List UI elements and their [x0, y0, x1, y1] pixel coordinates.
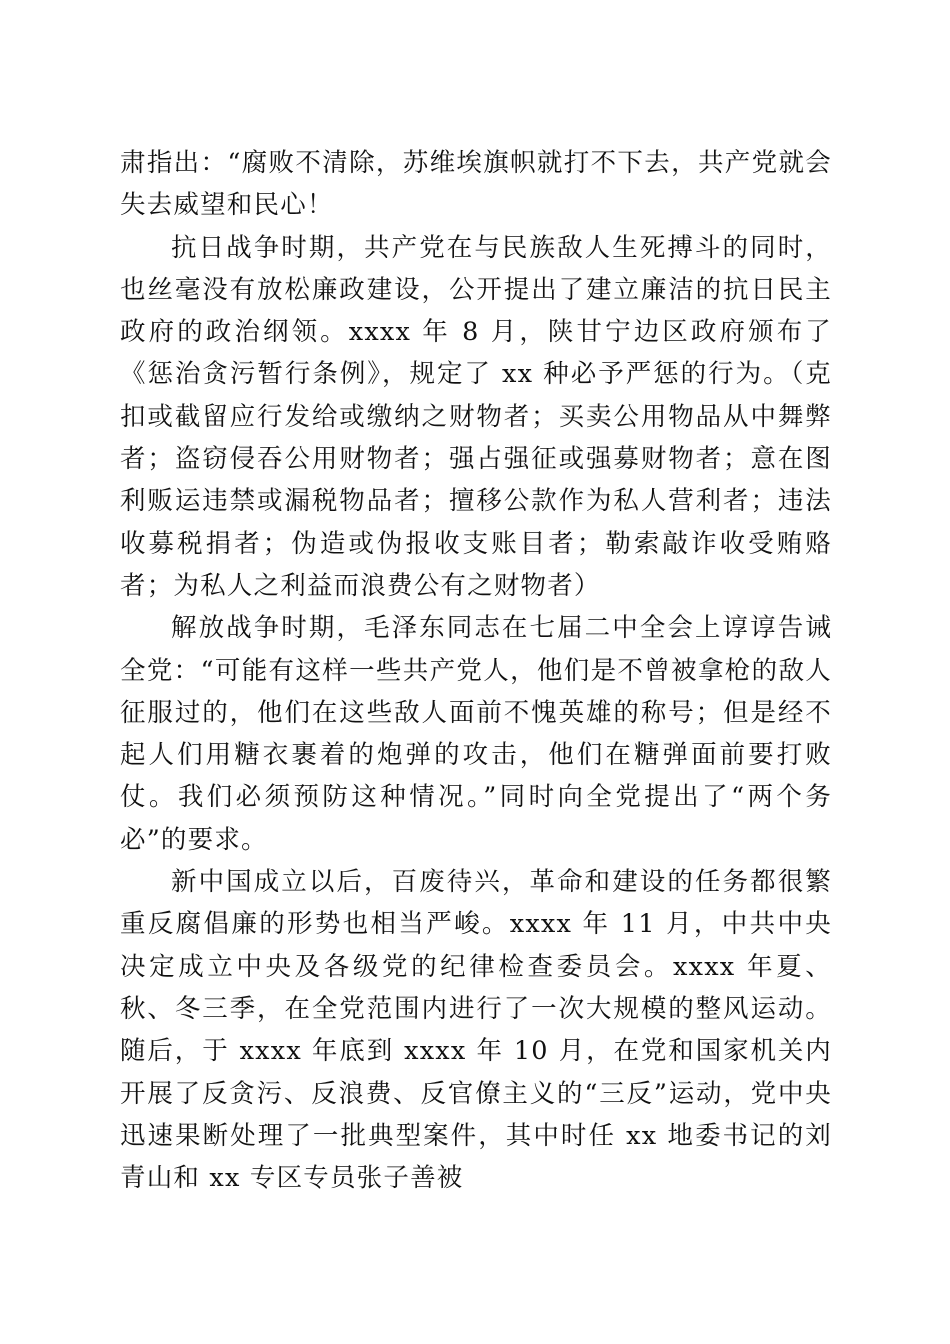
paragraph-continuation: 肃指出：“腐败不清除，苏维埃旗帜就打不下去，共产党就会失去威望和民心！ [120, 148, 832, 221]
paragraph-new-china: 新中国成立以后，百废待兴，革命和建设的任务都很繁重反腐倡廉的形势也相当严峻。xxxx 年 11 月，中共中央决定成立中央及各级党的纪律检查委员会。xxxx 年夏、秋、冬三季，在全党范围内进行了一次大规模的整风运动。随后，于 xxxx 年底到 xxxx 年 10 月，在党和国家机关内开展了反贪污、反浪费、反官僚主义的“三反”运动，党中央迅速果断处理了一批典型案件，其中时任 xx 地委书记的刘青山和 xx 专区专员张子善被 [120, 867, 832, 1194]
paragraph-liberation-war: 解放战争时期，毛泽东同志在七届二中全会上谆谆告诫全党：“可能有这样一些共产党人，他们是不曾被拿枪的敌人征服过的，他们在这些敌人面前不愧英雄的称号；但是经不起人们用糖衣裹着的炮弹的攻击，他们在糖弹面前要打败仗。我们必须预防这种情况。”同时向全党提出了“两个务必”的要求。 [120, 613, 832, 855]
paragraph-anti-japanese-war: 抗日战争时期，共产党在与民族敌人生死搏斗的同时，也丝毫没有放松廉政建设，公开提出了建立廉洁的抗日民主政府的政治纲领。xxxx 年 8 月，陕甘宁边区政府颁布了《惩治贪污暂行条例》，规定了 xx 种必予严惩的行为。（克扣或截留应行发给或缴纳之财物者；买卖公用物品从中舞弊者；盗窃侵吞公用财物者；强占强征或强募财物者；意在图利贩运违禁或漏税物品者；擅移公款作为私人营利者；违法收募税捐者；伪造或伪报收支账目者；勒索敲诈收受贿赂者；为私人之利益而浪费公有之财物者） [120, 232, 832, 601]
document-body [120, 142, 832, 1199]
